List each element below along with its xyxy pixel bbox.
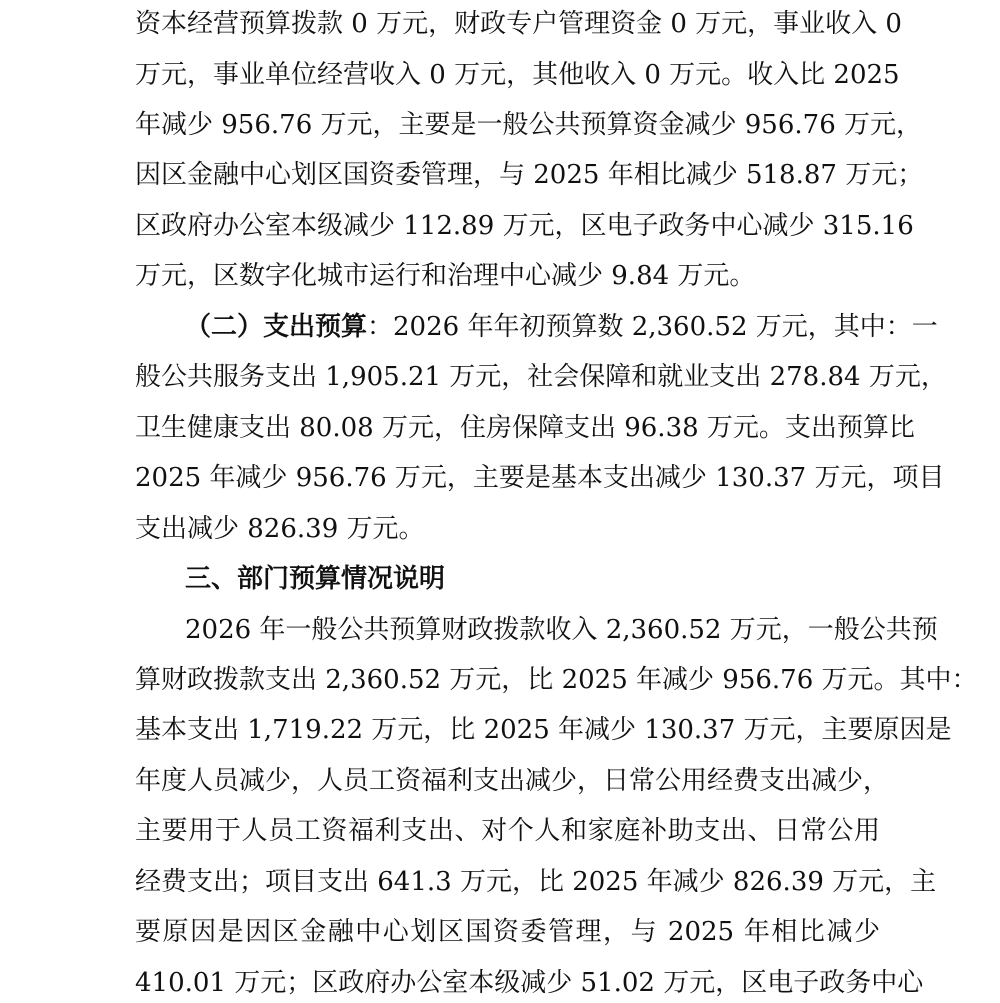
section3-line-3: 基本支出 1,719.22 万元，比 2025 年减少 130.37 万元，主要原因是 [135, 715, 952, 745]
expense-line-2: 般公共服务支出 1,905.21 万元，社会保障和就业支出 278.84 万元， [135, 362, 947, 392]
section3-line-4: 年度人员减少，人员工资福利支出减少，日常公用经费支出减少， [135, 766, 890, 796]
section3-line-6: 经费支出；项目支出 641.3 万元，比 2025 年减少 826.39 万元，主 [135, 867, 937, 897]
section-heading: 三、部门预算情况说明 [185, 564, 446, 594]
text-line-5: 区政府办公室本级减少 112.89 万元，区电子政务中心减少 315.16 [135, 211, 914, 241]
text-line-4: 因区金融中心划区国资委管理，与 2025 年相比减少 518.87 万元； [135, 160, 924, 190]
section3-line-8: 410.01 万元；区政府办公室本级减少 51.02 万元，区电子政务中心 [135, 968, 924, 998]
expense-line-4: 2025 年减少 956.76 万元，主要是基本支出减少 130.37 万元，项目 [135, 463, 945, 493]
expense-rest: ：2026 年年初预算数 2,360.52 万元，其中：一 [367, 312, 938, 342]
section3-line-7: 要原因是因区金融中心划区国资委管理，与 2025 年相比减少 [135, 917, 880, 947]
text-line-6: 万元，区数字化城市运行和治理中心减少 9.84 万元。 [135, 261, 756, 291]
text-line-1: 资本经营预算拨款 0 万元，财政专户管理资金 0 万元，事业收入 0 [135, 9, 902, 39]
expense-paragraph-first-line [185, 309, 938, 345]
text-line-3: 年减少 956.76 万元，主要是一般公共预算资金减少 956.76 万元， [135, 110, 923, 140]
section3-line-5: 主要用于人员工资福利支出、对个人和家庭补助支出、日常公用 [135, 816, 880, 846]
expense-line-5: 支出减少 826.39 万元。 [135, 514, 425, 544]
section3-line-2: 算财政拨款支出 2,360.52 万元，比 2025 年减少 956.76 万元。其中： [135, 665, 978, 695]
text-line-2: 万元，事业单位经营收入 0 万元，其他收入 0 万元。收入比 2025 [135, 60, 900, 90]
expense-line-3: 卫生健康支出 80.08 万元，住房保障支出 96.38 万元。支出预算比 [135, 413, 915, 443]
section3-line-1: 2026 年一般公共预算财政拨款收入 2,360.52 万元，一般公共预 [185, 615, 938, 645]
expense-label: （二）支出预算 [185, 312, 368, 342]
